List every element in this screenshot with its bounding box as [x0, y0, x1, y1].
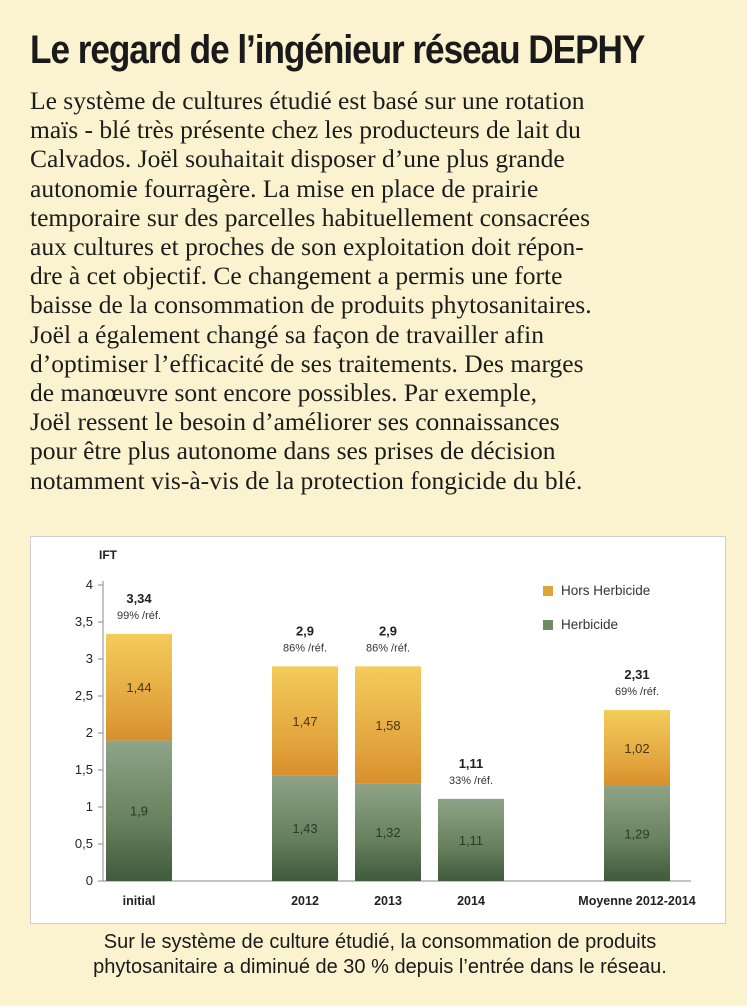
x-category-label: Moyenne 2012-2014: [578, 894, 696, 908]
y-tick-label: 2,5: [74, 688, 93, 703]
caption-line: phytosanitaire a diminué de 30 % depuis l’entrée dans le réseau.: [93, 956, 667, 978]
bar-hors-herbicide-label: 1,44: [126, 680, 152, 696]
x-category-label: initial: [122, 894, 156, 908]
y-tick-label: 3,5: [74, 614, 93, 629]
y-tick-label: 4: [85, 577, 93, 592]
body-line: notamment vis-à-vis de la protection fongicide du blé.: [30, 465, 583, 495]
chart-caption: [30, 930, 730, 980]
y-tick-label: 3: [85, 651, 93, 666]
legend-label-herbicide: Herbicide: [561, 617, 619, 632]
body-line: maïs - blé très présente chez les producteurs de lait du: [30, 115, 581, 145]
bar-herbicide-label: 1,11: [458, 832, 484, 848]
y-tick-label: 1,5: [74, 762, 93, 777]
body-line: Joël ressent le besoin d’améliorer ses connaissances: [30, 407, 560, 437]
body-line: baisse de la consommation de produits phytosanitaires.: [30, 290, 592, 320]
body-line: pour être plus autonome dans ses prises de décision: [30, 436, 556, 466]
legend-label-hors-herbicide: Hors Herbicide: [561, 583, 651, 598]
body-line: Joël a également changé sa façon de travailler afin: [30, 319, 544, 349]
bar-percent-label: 69% /réf.: [614, 686, 660, 699]
legend-swatch-hors-herbicide: [543, 586, 553, 596]
legend-swatch-herbicide: [543, 620, 553, 630]
bar-total-label: 2,9: [378, 623, 398, 639]
bar-total-label: 3,34: [126, 590, 152, 606]
bar-herbicide-label: 1,29: [624, 826, 650, 842]
bar-hors-herbicide-label: 1,47: [292, 713, 318, 729]
y-tick-label: 0,5: [74, 836, 93, 851]
x-category-label: 2012: [291, 894, 319, 908]
article-title: Le regard de l’ingénieur réseau DEPHY: [30, 28, 645, 72]
bar-herbicide-label: 1,32: [375, 825, 401, 841]
body-line: de manœuvre sont encore possibles. Par exemple,: [30, 378, 538, 408]
body-line: Calvados. Joël souhaitait disposer d’une plus grande: [30, 144, 565, 174]
ift-chart: [30, 536, 726, 924]
bar-hors-herbicide-label: 1,02: [624, 740, 650, 756]
bar-total-label: 1,11: [458, 755, 484, 771]
bar-percent-label: 99% /réf.: [116, 609, 162, 622]
x-category-label: 2013: [374, 894, 402, 908]
body-line: aux cultures et proches de son exploitation doit répon-: [30, 232, 584, 262]
x-category-label: 2014: [457, 894, 485, 908]
body-line: dre à cet objectif. Ce changement a permis une forte: [30, 261, 563, 291]
bar-total-label: 2,31: [624, 667, 650, 683]
y-tick-label: 0: [85, 873, 93, 888]
y-tick-label: 2: [85, 725, 93, 740]
y-axis-label: IFT: [99, 548, 117, 562]
body-line: Le système de cultures étudié est basé sur une rotation: [30, 86, 585, 115]
bar-hors-herbicide-label: 1,58: [375, 717, 401, 733]
article-body: [30, 86, 720, 495]
caption-line: Sur le système de culture étudié, la consommation de produits: [103, 931, 657, 953]
bar-percent-label: 86% /réf.: [282, 642, 328, 655]
body-line: temporaire sur des parcelles habituellement consacrées: [30, 202, 591, 232]
bar-percent-label: 86% /réf.: [365, 642, 411, 655]
bar-herbicide-label: 1,43: [292, 821, 318, 837]
bar-total-label: 2,9: [295, 623, 315, 639]
body-line: autonomie fourragère. La mise en place de prairie: [30, 173, 539, 203]
body-line: d’optimiser l’efficacité de ses traitements. Des marges: [30, 348, 584, 378]
y-tick-label: 1: [85, 799, 93, 814]
bar-herbicide-label: 1,9: [129, 803, 149, 819]
bar-percent-label: 33% /réf.: [448, 774, 494, 787]
